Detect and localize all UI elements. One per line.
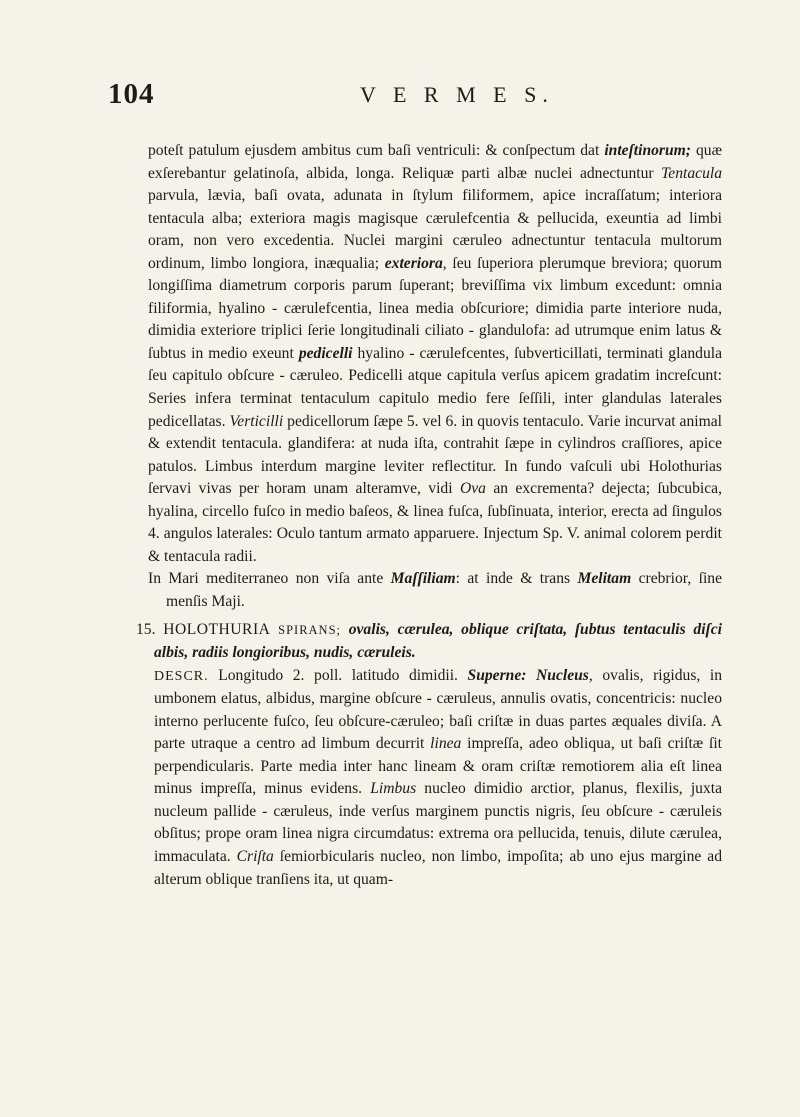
description-segment: ſemiorbicularis nucleo, non limbo, impoſita; ab uno ejus margine ad alterum oblique tranſiens ita, ut quam-: [154, 847, 722, 888]
paragraph-segment: Ova: [459, 480, 486, 498]
paragraph-segment: inteſtinorum;: [604, 142, 691, 159]
paragraph-segment: Verticilli: [229, 412, 284, 430]
paragraph-segment: quæ exſerebantur gelatinoſa, albida, longa. Reliquæ parti albæ nuclei adnectuntur: [148, 142, 722, 182]
paragraph-segment: : at inde & trans: [455, 570, 578, 588]
running-head: V E R M E S.: [360, 82, 554, 107]
paragraph-segment: , ſeu ſuperiora plerumque breviora; quorum longiſſima diametrum corporis parum ſuperant; breviſſima vix limbum excedunt: omnia filiformia, hyalino - cærulefcentia, linea media obſcuriore; dimidia parte interiore nuda, dimidia exteriore triplici ſerie longitudinali ciliato - glandulofa: ad utrumque enim latus & ſubtus in medio exeunt: [148, 254, 722, 362]
paragraph-segment: pedicelli: [298, 344, 353, 362]
paragraph-segment: In Mari mediterraneo non viſa ante: [148, 570, 391, 588]
page-header: [108, 78, 708, 114]
page-body: [136, 140, 723, 891]
description-segment: Criſta: [236, 847, 274, 865]
paragraph-segment: Melitam: [577, 570, 632, 588]
paragraph-segment: an excrementa? dejecta; ſubcubica, hyalina, circello fuſco in medio baſeos, & linea fuſca, ſubſinuata, interior, erecta ad ſingulos 4. angulos laterales: Oculo tantum armato apparuere. Injectum Sp. V. animal colorem perdit & tentacula radii.: [148, 480, 722, 565]
description-segment: impreſſa, adeo obliqua, ut baſi criſtæ ſit perpendicularis. Parte media inter hanc lineam & oram criſtæ remotiorem alia eſt linea minus impreſſa, minus evidens.: [154, 735, 722, 798]
paragraph-segment: poteſt patulum ejusdem ambitus cum baſi ventriculi: & conſpectum dat: [148, 142, 605, 159]
page-number: 104: [108, 78, 155, 110]
species-description: [136, 665, 722, 891]
description-text: [154, 667, 722, 888]
description-segment: Limbus: [370, 780, 417, 798]
description-segment: linea: [430, 735, 462, 753]
paragraph-segment: hyalino - cærulefcentes, ſubverticillati, terminati glandula ſeu capitulo obſcure - cæruleo. Pedicelli atque capitula verſus apicem gradatim increſcunt: Series infera terminat tentaculum capitulo medio fere ſeſſili, inter glandulas laterales pedicellatas.: [148, 344, 722, 430]
description-segment: Longitudo 2. poll. latitudo dimidii.: [208, 666, 468, 684]
description-segment: , ovalis, rigidus, in umbonem elatus, albidus, margine obſcure - cæruleus, annulis ovatis, concentricis: nucleo interno perlucente fuſco, ſeu obſcure-cæruleo; baſi criſtæ in duas partes æquales diviſa. A parte utraque a centro ad limbum decurrit: [154, 666, 722, 753]
paragraph-tentacula: [148, 140, 722, 568]
paragraph-segment: crebrior, ſine menſis Maji.: [166, 570, 722, 610]
paragraph-segment: pedicellorum ſæpe 5. vel 6. in quovis tentaculo. Varie incurvat animal & extendit tentacula. glandifera: at nuda iſta, contrahit ſæpe in cylindros craſſiores, apice patulos. Limbus interdum margine leviter reflectitur. In fundo vaſculi ubi Holothurias ſervavi vivas per horam unam alteramve, vidi: [148, 412, 722, 498]
description-segment: nucleo dimidio arctior, planus, flexilis, juxta nucleum pallide - cæruleus, inde verſus marginem punctis nigris, ſeu obſcure - cæruleis obſitus; prope oram linea nigra circumdatus: extrema ora pellucida, tenuis, dilute cærulea, immaculata.: [154, 780, 723, 865]
species-epithet: SPIRANS;: [278, 623, 342, 638]
species-diagnosis: ovalis, cærulea, oblique criſtata, ſubtus tentaculis diſci albis, radiis longioribus, nudis, cæruleis.: [154, 621, 722, 662]
species-entry: [136, 619, 722, 664]
paragraph-segment: parvula, lævia, baſi ovata, adunata in ſtylum filiformem, apice incraſſatum; interiora tentacula alba; exteriora magis magisque cærulefcentia & pellucida, exeuntia ad limbi oram, non vero excedentia. Nuclei margini cæruleo adnectuntur tentacula multorum ordinum, limbo longiora, inæqualia;: [148, 187, 722, 272]
paragraph-segment: Tentacula: [661, 164, 722, 182]
paragraph-segment: Maſſiliam: [390, 570, 456, 588]
description-segment: Superne: Nucleus: [467, 666, 589, 684]
species-number: 15.: [136, 621, 156, 639]
paragraph-habitat: [148, 568, 722, 613]
species-name: HOLOTHURIA: [163, 621, 271, 639]
description-label: DESCR.: [154, 668, 209, 684]
paragraph-segment: exteriora: [384, 254, 443, 272]
